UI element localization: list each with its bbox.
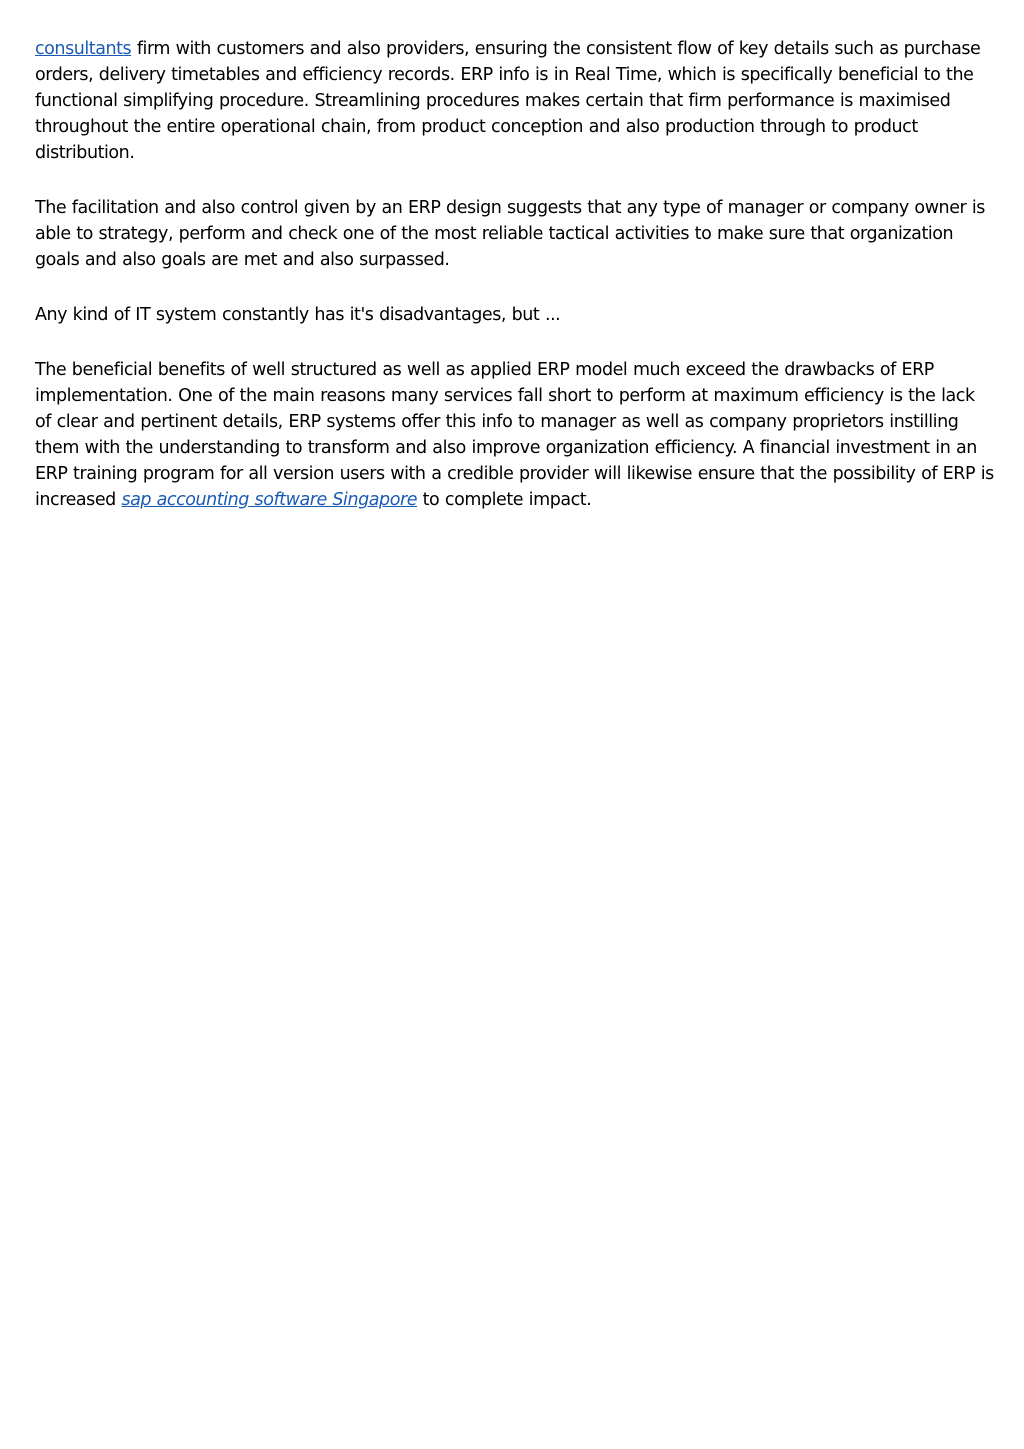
paragraph-2: The facilitation and also control given by an ERP design suggests that any type of manager or company owner is able to strategy, perform and check one of the most reliable tactical activities to make sure that organization goals and also goals are met and also surpassed. (35, 198, 985, 270)
sap-accounting-software-link[interactable]: sap accounting software Singapore (121, 490, 418, 510)
document-body (35, 36, 995, 542)
paragraph-1-text: firm with customers and also providers, ensuring the consistent flow of key details such as purchase orders, delivery timetables and efficiency records. ERP info is in Real Time, which is specifically beneficial to the functional simplifying procedure. Streamlining procedures makes certain that firm performance is maximised throughout the entire operational chain, from product conception and also production through to product distribution. (35, 39, 981, 163)
paragraph-1 (35, 36, 995, 166)
paragraph-4 (35, 357, 995, 513)
paragraph-3: Any kind of IT system constantly has it's disadvantages, but ... (35, 305, 561, 325)
paragraph-4-text-after: to complete impact. (417, 490, 592, 510)
paragraph-4-text-before: The beneficial benefits of well structured as well as applied ERP model much exceed the drawbacks of ERP implementation. One of the main reasons many services fall short to perform at maximum efficiency is the lack of clear and pertinent details, ERP systems offer this info to manager as well as company proprietors instilling them with the understanding to transform and also improve organization efficiency. A financial investment in an ERP training program for all version users with a credible provider will likewise ensure that the possibility of ERP is increased (35, 360, 994, 510)
consultants-link[interactable]: consultants (35, 39, 132, 59)
